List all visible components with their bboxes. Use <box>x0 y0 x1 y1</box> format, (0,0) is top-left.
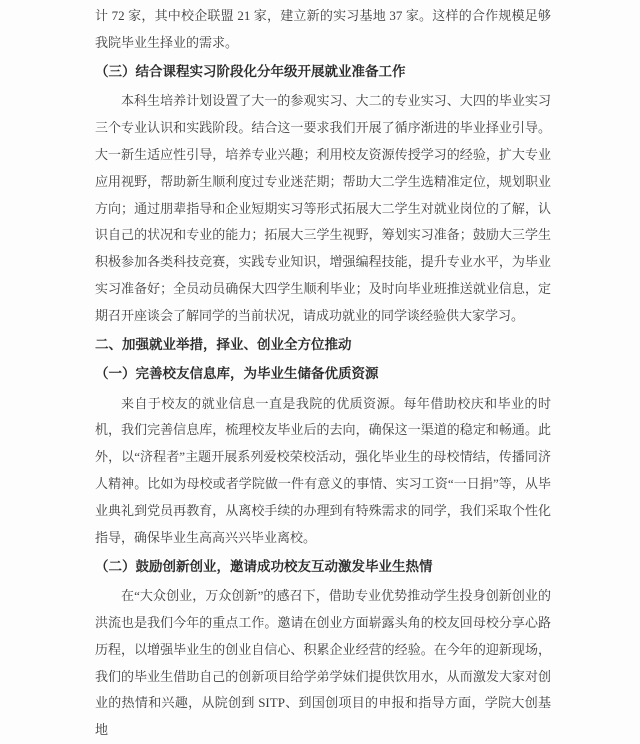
section-heading-2-innovation-entrepreneurship: （二）鼓励创新创业，邀请成功校友互动激发毕业生热情 <box>95 558 433 574</box>
chapter-heading-2-employment-measures: 二、加强就业举措，择业、创业全方位推动 <box>95 337 352 353</box>
paragraph-alumni-resources: 来自于校友的就业信息一直是我院的优质资源。每年借助校庆和毕业的时机，我们完善信息库，梳理校友毕业后的去向，确保这一渠道的稳定和畅通。此外，以“济程者”主题开展系列爱校荣校活动，强化毕业生的母校情结，传播同济人精神。比如为母校或者学院做一件有意义的事情、实习工资“一日捐”等，从毕业典礼到党员再教育，从离校手续的办理到有特殊需求的同学，我们采取个性化指导，确保毕业生高高兴兴毕业离校。 <box>95 395 551 545</box>
paragraph-grade-based-guidance: 本科生培养计划设置了大一的参观实习、大二的专业实习、大四的毕业实习三个专业认识和实践阶段。结合这一要求我们开展了循序渐进的毕业择业引导。大一新生适应性引导，培养专业兴趣；利用校友资源传授学习的经验，扩大专业应用视野，帮助新生顺利度过专业迷茫期；帮助大二学生选精准定位，规划职业方向；通过朋辈指导和企业短期实习等形式拓展大二学生对就业岗位的了解，认识自己的状况和专业的能力；拓展大三学生视野，筹划实习准备；鼓励大三学生积极参加各类科技竞赛，实践专业知识，增强编程技能，提升专业水平，为毕业实习准备好；全员动员确保大四学生顺利毕业；及时向毕业班推送就业信息，定期召开座谈会了解同学的当前状况，请成功就业的同学谈经验供大家学习。 <box>95 93 551 323</box>
paragraph-entrepreneurship-promotion: 在“大众创业，万众创新”的感召下，借助专业优势推动学生投身创新创业的洪流也是我们今年的重点工作。邀请在创业方面崭露头角的校友回母校分享心路历程，以增强毕业生的创业自信心、积累企业经营的经验。在今年的迎新现场，我们的毕业生借助自己的创新项目给学弟学妹们提供饮用水，从而激发大家对创业的热情和兴趣，从院创到 SITP、到国创项目的申报和指导方面，学院大创基地 <box>95 588 551 738</box>
paragraph-cooperation-scale: 计 72 家，其中校企联盟 21 家，建立新的实习基地 37 家。这样的合作规模足够我院毕业生择业的需求。 <box>95 8 551 50</box>
section-heading-1-alumni-database: （一）完善校友信息库，为毕业生储备优质资源 <box>95 366 379 382</box>
section-heading-3-course-internship: （三）结合课程实习阶段化分年级开展就业准备工作 <box>95 64 406 80</box>
document-body <box>95 0 551 744</box>
